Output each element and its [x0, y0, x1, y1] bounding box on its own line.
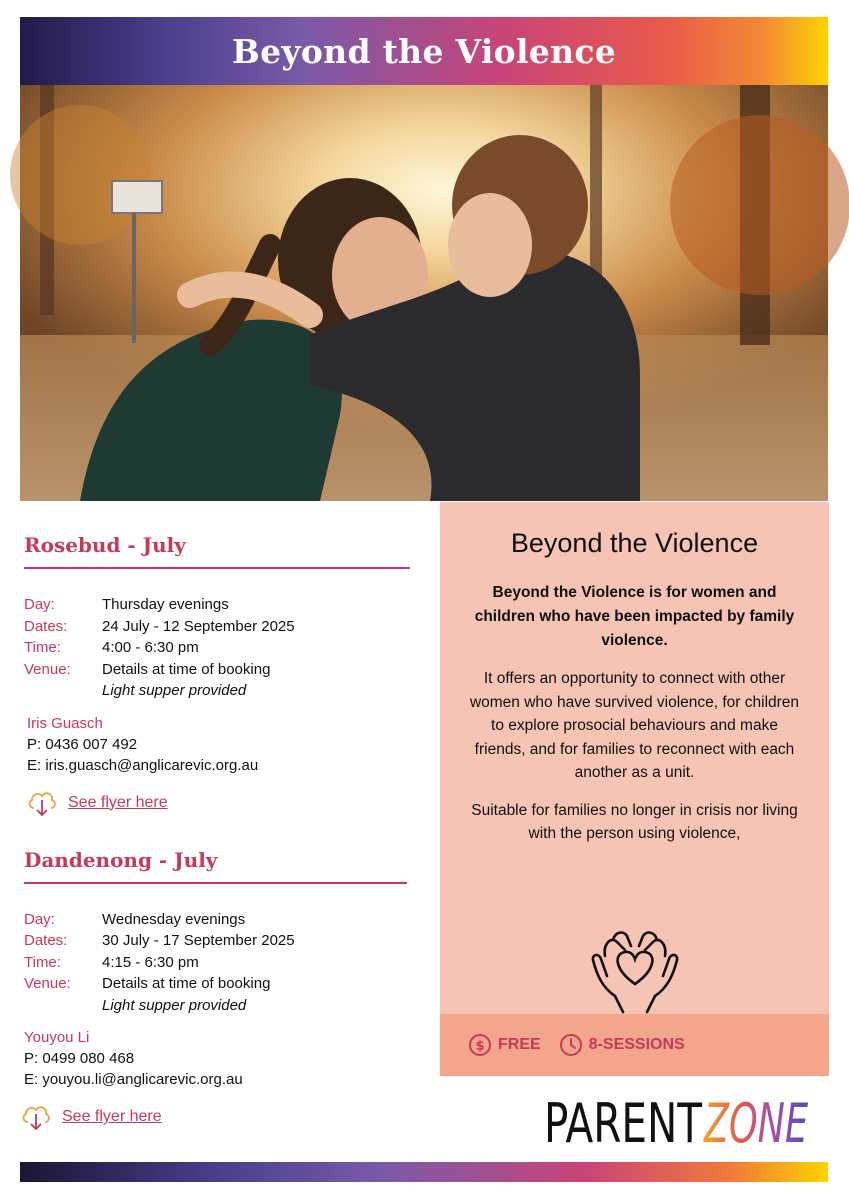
about-panel [440, 502, 829, 1076]
hero-photo [20, 85, 828, 501]
badges-strip [440, 1014, 829, 1076]
badge-free [468, 1033, 541, 1057]
badge-sessions-label: 8-SESSIONS [588, 1036, 685, 1053]
divider [24, 882, 407, 884]
see-flyer-link[interactable]: See flyer here [68, 793, 168, 811]
divider [24, 567, 410, 569]
badge-free-label: FREE [498, 1036, 541, 1053]
about-paragraph-2: Suitable for families no longer in crisis nor living with the person using violence, [471, 801, 798, 842]
contact-block [24, 713, 420, 776]
flyer-link-row[interactable] [24, 788, 420, 818]
logo-zone: ZONE [702, 1092, 809, 1155]
time-value: 4:00 - 6:30 pm [102, 639, 199, 656]
time-label: Time: [24, 953, 61, 971]
day-value: Wednesday evenings [102, 910, 246, 928]
parentzone-logo [544, 1092, 810, 1155]
session-title: Dandenong - July [24, 847, 218, 872]
day-label: Day: [24, 596, 55, 613]
footer-gradient-bar [20, 1162, 828, 1182]
contact-name: Iris Guasch [27, 714, 103, 732]
sessions-column [20, 502, 420, 1132]
about-title: Beyond the Violence [510, 528, 759, 558]
dates-value: 24 July - 12 September 2025 [102, 617, 295, 635]
session-rosebud [20, 533, 420, 818]
dollar-circle-icon [468, 1033, 492, 1057]
svg-text:$: $ [475, 1039, 485, 1054]
about-paragraph-1: It offers an opportunity to connect with other women who have survived violence, for children to explore prosocial behaviours and make friends, and for families to reconnect with each another as a unit. [469, 670, 800, 781]
dates-value: 30 July - 17 September 2025 [102, 932, 295, 949]
about-lead: Beyond the Violence is for women and children who have been impacted by family violence. [474, 584, 795, 649]
session-details [24, 595, 420, 701]
page-title: Beyond the Violence [231, 31, 617, 71]
venue-label: Venue: [24, 975, 71, 992]
badge-sessions [559, 1033, 685, 1057]
contact-email[interactable]: E: iris.guasch@anglicarevic.org.au [27, 756, 259, 774]
session-details [24, 910, 420, 1016]
contact-block [24, 1027, 420, 1090]
logo-parent: PARENT [544, 1092, 703, 1155]
supper-note: Light supper provided [102, 682, 247, 699]
dates-label: Dates: [24, 617, 68, 635]
clock-icon [559, 1033, 583, 1057]
session-title: Rosebud - July [24, 533, 186, 557]
dates-label: Dates: [24, 932, 68, 949]
venue-value: Details at time of booking [102, 975, 271, 992]
time-value: 4:15 - 6:30 pm [102, 953, 199, 971]
contact-phone[interactable]: P: 0436 007 492 [27, 735, 138, 753]
photo-illustration [20, 85, 828, 501]
supper-note: Light supper provided [102, 996, 247, 1014]
session-dandenong [20, 848, 420, 1133]
day-label: Day: [24, 910, 55, 928]
contact-email[interactable]: E: youyou.li@anglicarevic.org.au [24, 1071, 243, 1088]
cloud-download-icon [26, 788, 58, 818]
header-banner [20, 17, 828, 85]
day-value: Thursday evenings [102, 596, 229, 613]
flyer-link-row[interactable] [20, 1102, 420, 1132]
venue-value: Details at time of booking [102, 660, 271, 678]
time-label: Time: [24, 639, 61, 656]
contact-name: Youyou Li [24, 1029, 90, 1046]
contact-phone[interactable]: P: 0499 080 468 [24, 1050, 135, 1067]
cloud-download-icon [20, 1102, 52, 1132]
venue-label: Venue: [24, 660, 71, 678]
see-flyer-link[interactable]: See flyer here [62, 1108, 162, 1125]
hands-heart-icon [585, 926, 685, 1016]
